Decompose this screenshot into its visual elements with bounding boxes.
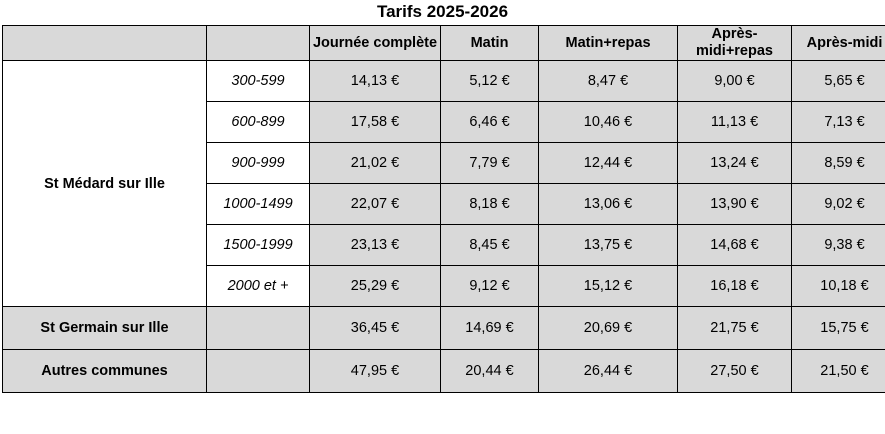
value-cell: 21,50 € xyxy=(792,350,885,393)
value-cell: 12,44 € xyxy=(539,143,678,184)
value-cell: 20,69 € xyxy=(539,307,678,350)
value-cell: 22,07 € xyxy=(310,184,441,225)
header-cell-blank-1 xyxy=(3,26,207,61)
value-cell: 13,06 € xyxy=(539,184,678,225)
value-cell: 15,12 € xyxy=(539,266,678,307)
table-row xyxy=(3,61,885,102)
value-cell: 9,00 € xyxy=(678,61,792,102)
bracket-cell: 1500-1999 xyxy=(207,225,310,266)
bracket-cell xyxy=(207,350,310,393)
value-cell: 10,18 € xyxy=(792,266,885,307)
table-body xyxy=(3,61,885,393)
value-cell: 21,75 € xyxy=(678,307,792,350)
value-cell: 9,12 € xyxy=(441,266,539,307)
value-cell: 13,24 € xyxy=(678,143,792,184)
value-cell: 8,59 € xyxy=(792,143,885,184)
value-cell: 13,75 € xyxy=(539,225,678,266)
value-cell: 21,02 € xyxy=(310,143,441,184)
value-cell: 10,46 € xyxy=(539,102,678,143)
value-cell: 5,12 € xyxy=(441,61,539,102)
value-cell: 14,13 € xyxy=(310,61,441,102)
header-cell-apres-midi: Après-midi xyxy=(792,26,885,61)
value-cell: 8,47 € xyxy=(539,61,678,102)
value-cell: 23,13 € xyxy=(310,225,441,266)
table-row xyxy=(3,350,885,393)
bracket-cell: 1000-1499 xyxy=(207,184,310,225)
value-cell: 47,95 € xyxy=(310,350,441,393)
value-cell: 6,46 € xyxy=(441,102,539,143)
value-cell: 26,44 € xyxy=(539,350,678,393)
row-label-st-germain: St Germain sur Ille xyxy=(3,307,207,350)
bracket-cell xyxy=(207,307,310,350)
value-cell: 27,50 € xyxy=(678,350,792,393)
value-cell: 15,75 € xyxy=(792,307,885,350)
value-cell: 20,44 € xyxy=(441,350,539,393)
header-cell-matin-repas: Matin+repas xyxy=(539,26,678,61)
value-cell: 13,90 € xyxy=(678,184,792,225)
value-cell: 8,18 € xyxy=(441,184,539,225)
bracket-cell: 600-899 xyxy=(207,102,310,143)
bracket-cell: 300-599 xyxy=(207,61,310,102)
header-cell-apres-midi-repas: Après-midi+repas xyxy=(678,26,792,61)
value-cell: 17,58 € xyxy=(310,102,441,143)
value-cell: 8,45 € xyxy=(441,225,539,266)
row-label-autres-communes: Autres communes xyxy=(3,350,207,393)
header-cell-journee-complete: Journée complète xyxy=(310,26,441,61)
value-cell: 7,79 € xyxy=(441,143,539,184)
header-row xyxy=(3,26,885,61)
value-cell: 14,68 € xyxy=(678,225,792,266)
bracket-cell: 2000 et + xyxy=(207,266,310,307)
value-cell: 11,13 € xyxy=(678,102,792,143)
table-row xyxy=(3,307,885,350)
value-cell: 5,65 € xyxy=(792,61,885,102)
row-label-st-medard: St Médard sur Ille xyxy=(3,61,207,307)
header-cell-matin: Matin xyxy=(441,26,539,61)
value-cell: 14,69 € xyxy=(441,307,539,350)
bracket-cell: 900-999 xyxy=(207,143,310,184)
value-cell: 7,13 € xyxy=(792,102,885,143)
value-cell: 36,45 € xyxy=(310,307,441,350)
header-cell-blank-2 xyxy=(207,26,310,61)
value-cell: 9,02 € xyxy=(792,184,885,225)
value-cell: 9,38 € xyxy=(792,225,885,266)
value-cell: 16,18 € xyxy=(678,266,792,307)
page-title: Tarifs 2025-2026 xyxy=(376,2,509,21)
table-header xyxy=(3,26,885,61)
tarifs-table xyxy=(2,25,885,393)
value-cell: 25,29 € xyxy=(310,266,441,307)
